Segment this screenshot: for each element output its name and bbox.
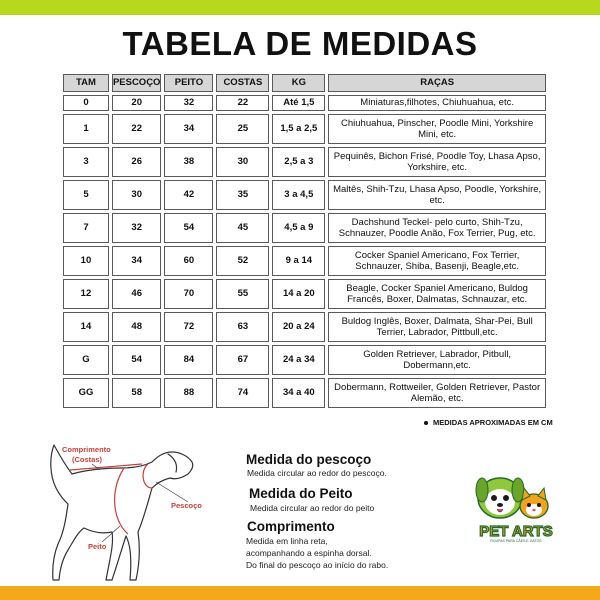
cell-pescoco: 26: [112, 147, 162, 177]
table-row: [63, 378, 546, 408]
cell-kg: 3 a 4,5: [272, 180, 325, 210]
cell-kg: 24 a 34: [272, 345, 325, 375]
cell-racas: Golden Retriever, Labrador, Pitbull, Dobermann,etc.: [328, 345, 546, 375]
cell-tam: 1: [63, 114, 109, 144]
cell-racas: Chiuhuahua, Pinscher, Poodle Mini, Yorkshire Mini, etc.: [328, 114, 546, 144]
cell-kg: 1,5 a 2,5: [272, 114, 325, 144]
bottom-accent-bar: [0, 586, 600, 600]
cell-costas: 63: [216, 312, 269, 342]
label-costas: (Costas): [72, 455, 103, 464]
cell-costas: 22: [216, 95, 269, 111]
cell-peito: 32: [164, 95, 213, 111]
cell-costas: 45: [216, 213, 269, 243]
cell-racas: Miniaturas,filhotes, Chiuhuahua, etc.: [328, 95, 546, 111]
cell-peito: 42: [164, 180, 213, 210]
cell-peito: 72: [164, 312, 213, 342]
table-row: [63, 213, 546, 243]
column-header-pescoco: PESCOÇO: [112, 74, 162, 92]
cell-tam: 12: [63, 279, 109, 309]
size-table: [60, 71, 549, 411]
cell-racas: Cocker Spaniel Americano, Fox Terrier, Schnauzer, Shiba, Basenji, Beagle,etc.: [328, 246, 546, 276]
page-title: TABELA DE MEDIDAS: [122, 25, 478, 62]
cell-peito: 70: [164, 279, 213, 309]
bullet-icon: [424, 421, 428, 425]
cell-pescoco: 58: [112, 378, 162, 408]
table-header-row: [63, 74, 546, 92]
cell-costas: 52: [216, 246, 269, 276]
cell-costas: 35: [216, 180, 269, 210]
cell-peito: 34: [164, 114, 213, 144]
pet-arts-logo: [470, 470, 562, 550]
cell-pescoco: 32: [112, 213, 162, 243]
cell-peito: 38: [164, 147, 213, 177]
label-comprimento: Comprimento: [62, 445, 111, 454]
note-text: MEDIDAS APROXIMADAS EM CM: [433, 418, 553, 427]
cell-pescoco: 48: [112, 312, 162, 342]
cell-costas: 30: [216, 147, 269, 177]
cell-racas: Dachshund Teckel- pelo curto, Shih-Tzu, Schnauzer, Poodle Anão, Fox Terrier, Pug, etc.: [328, 213, 546, 243]
cell-kg: 9 a 14: [272, 246, 325, 276]
length-title: Comprimento: [247, 519, 335, 534]
cell-peito: 88: [164, 378, 213, 408]
approximate-note: [424, 418, 553, 427]
cell-pescoco: 54: [112, 345, 162, 375]
cell-racas: Dobermann, Rottweiler, Golden Retriever, Pastor Alemão, etc.: [328, 378, 546, 408]
cell-kg: 20 a 24: [272, 312, 325, 342]
length-text-line2: acompanhando a espinha dorsal.: [246, 548, 372, 558]
column-header-kg: KG: [272, 74, 325, 92]
cell-kg: 34 a 40: [272, 378, 325, 408]
neck-title: Medida do pescoço: [246, 452, 372, 467]
table-row: [63, 279, 546, 309]
chest-title: Medida do Peito: [249, 486, 353, 501]
cell-tam: 7: [63, 213, 109, 243]
cell-racas: Buldog Inglês, Boxer, Dalmata, Shar-Pei, Bull Terrier, Labrador, Pittbull,etc.: [328, 312, 546, 342]
chest-text: Medida circular ao redor do peito: [250, 503, 375, 513]
cell-pescoco: 20: [112, 95, 162, 111]
cell-tam: GG: [63, 378, 109, 408]
cell-tam: 10: [63, 246, 109, 276]
dog-logo-icon: [476, 478, 524, 518]
neck-pointer: [156, 482, 188, 502]
cell-peito: 84: [164, 345, 213, 375]
neck-text: Medida circular ao redor do pescoço.: [247, 468, 387, 478]
column-header-tam: TAM: [63, 74, 109, 92]
dog-measurement-diagram: [40, 440, 240, 585]
cell-kg: 2,5 a 3: [272, 147, 325, 177]
length-text-line3: Do final do pescoço ao início do rabo.: [246, 560, 389, 570]
cell-pescoco: 34: [112, 246, 162, 276]
cell-racas: Pequinês, Bichon Frisé, Poodle Toy, Lhasa Apso, Yorkshire, etc.: [328, 147, 546, 177]
column-header-peito: PEITO: [164, 74, 213, 92]
cell-tam: 3: [63, 147, 109, 177]
cell-racas: Beagle, Cocker Spaniel Americano, Buldog Francês, Boxer, Dalmatas, Schnauzar, etc.: [328, 279, 546, 309]
cell-costas: 25: [216, 114, 269, 144]
cell-tam: 5: [63, 180, 109, 210]
cell-tam: G: [63, 345, 109, 375]
table-body: [63, 95, 546, 408]
label-pescoco: Pescoço: [171, 501, 202, 510]
cell-kg: 14 a 20: [272, 279, 325, 309]
label-peito: Peito: [88, 542, 107, 551]
cell-tam: 14: [63, 312, 109, 342]
table-row: [63, 312, 546, 342]
table-row: [63, 246, 546, 276]
top-accent-bar: [0, 0, 600, 15]
column-header-racas: RAÇAS: [328, 74, 546, 92]
cell-costas: 67: [216, 345, 269, 375]
cell-costas: 55: [216, 279, 269, 309]
cell-costas: 74: [216, 378, 269, 408]
cell-pescoco: 46: [112, 279, 162, 309]
logo-brand: PET ARTS: [479, 523, 553, 540]
table-row: [63, 180, 546, 210]
column-header-costas: COSTAS: [216, 74, 269, 92]
cell-peito: 60: [164, 246, 213, 276]
table-row: [63, 114, 546, 144]
cell-pescoco: 30: [112, 180, 162, 210]
cell-pescoco: 22: [112, 114, 162, 144]
table-row: [63, 95, 546, 111]
cell-racas: Maltês, Shih-Tzu, Lhasa Apso, Poodle, Yorkshire, etc.: [328, 180, 546, 210]
cell-peito: 54: [164, 213, 213, 243]
logo-tagline: ROUPAS PARA CÃES E GATOS: [490, 539, 542, 543]
cell-kg: 4,5 a 9: [272, 213, 325, 243]
table-row: [63, 345, 546, 375]
length-text-line1: Medida em linha reta,: [246, 536, 328, 546]
cat-logo-icon: [520, 488, 548, 518]
table-row: [63, 147, 546, 177]
cell-tam: 0: [63, 95, 109, 111]
cell-kg: Até 1,5: [272, 95, 325, 111]
